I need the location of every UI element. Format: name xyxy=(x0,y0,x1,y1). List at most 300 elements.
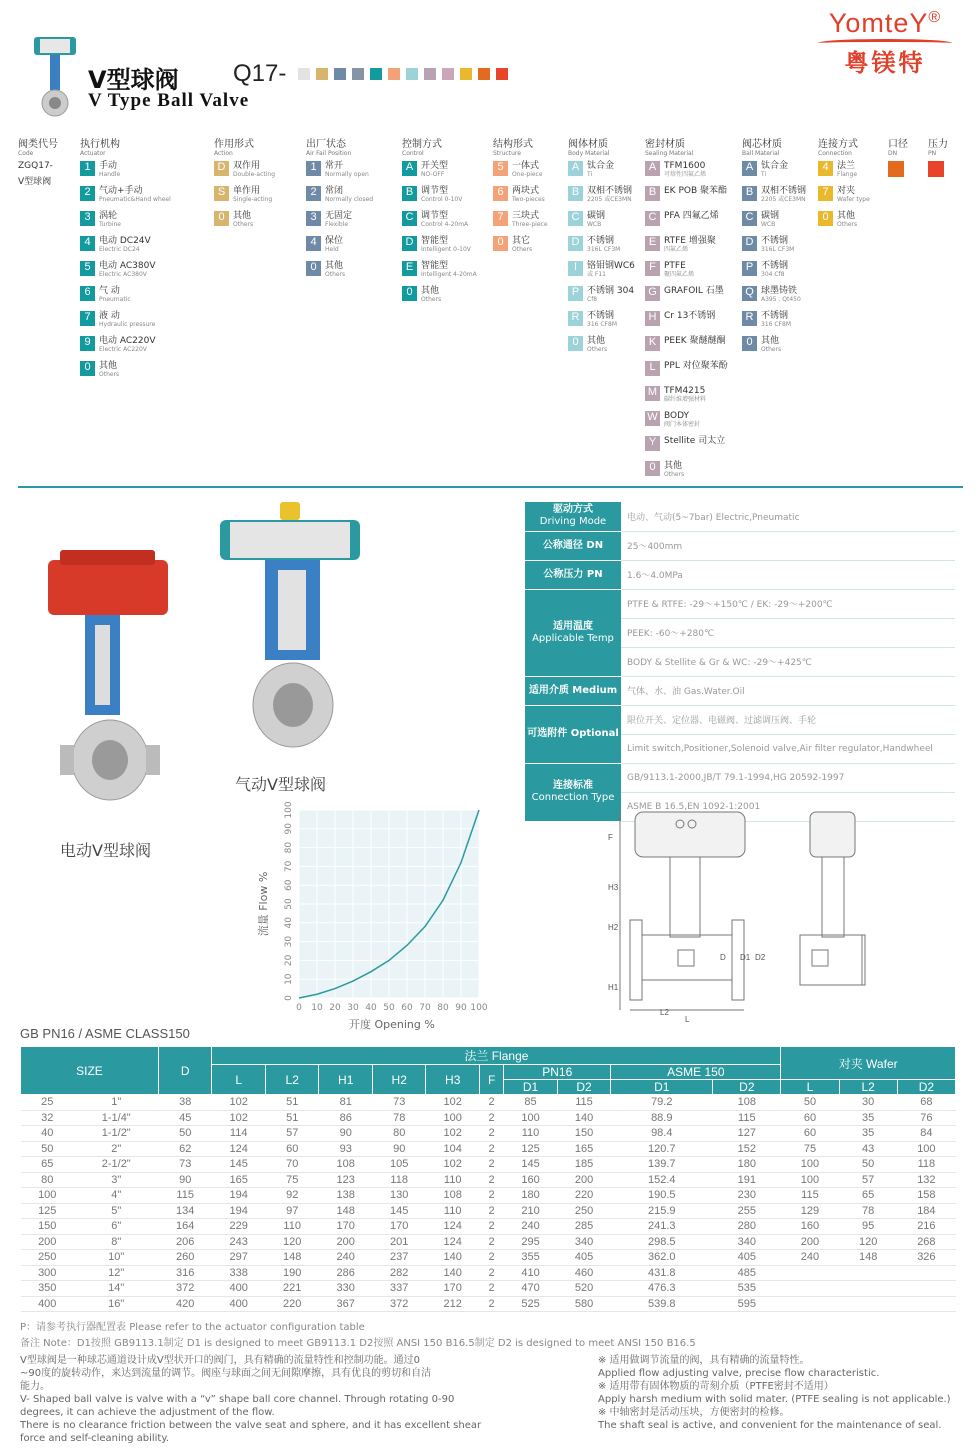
table-cell: 2-1/2" xyxy=(74,1157,158,1173)
code-option-label: RTFE 增强聚 xyxy=(664,236,716,246)
table-row xyxy=(21,1234,956,1250)
code-option-key: 6 xyxy=(493,186,508,201)
code-option xyxy=(645,286,728,307)
registered-mark: ® xyxy=(928,9,942,26)
table-row xyxy=(21,1281,956,1297)
table-cell: 3" xyxy=(74,1172,158,1188)
table-cell: 38 xyxy=(158,1095,212,1111)
table-cell: 75 xyxy=(265,1172,319,1188)
table-cell xyxy=(897,1265,955,1281)
code-option-label: 调节型 xyxy=(421,186,449,196)
code-option xyxy=(742,261,806,282)
table-cell: 140 xyxy=(426,1265,480,1281)
code-option xyxy=(645,261,728,282)
code-option-text xyxy=(761,311,791,328)
code-option-text xyxy=(664,411,700,428)
th-h1: H1 xyxy=(319,1065,373,1095)
table-cell: 118 xyxy=(372,1172,426,1188)
code-column xyxy=(402,135,477,307)
chart-ytick-label: 50 xyxy=(284,898,294,910)
description-line: The shaft seal is active, and convenient for the maintenance of seal. xyxy=(598,1420,942,1431)
code-option-sublabel: Pneumatic xyxy=(99,296,131,303)
code-option-key: 4 xyxy=(306,236,321,251)
code-option-label: PFA 四氟乙烯 xyxy=(664,211,719,221)
spec-key-cn: 公称压力 PN xyxy=(543,568,603,580)
th-wafer-d2: D2 xyxy=(897,1080,955,1095)
code-option-label: 不锈钢 xyxy=(761,261,789,271)
code-option xyxy=(214,186,275,207)
description-line: force and self-cleaning ability. xyxy=(20,1433,170,1444)
code-option-label: 不锈钢 xyxy=(587,311,615,321)
code-option-text xyxy=(664,361,728,371)
table-cell: 215.9 xyxy=(611,1203,713,1219)
code-column-title: 执行机构 xyxy=(80,139,120,150)
code-column-subtitle: DN xyxy=(888,150,898,157)
code-column-header xyxy=(306,135,373,157)
code-option-sublabel: Three-piece xyxy=(512,221,548,228)
table-cell: 57 xyxy=(839,1172,897,1188)
code-option-sublabel: 四氟乙烯 xyxy=(664,246,689,253)
code-option-sublabel: Hydraulic pressure xyxy=(99,321,156,328)
table-cell xyxy=(781,1296,839,1312)
code-option-label: 保位 xyxy=(325,236,344,246)
chart-xtick-label: 70 xyxy=(419,1003,431,1013)
table-cell: 2 xyxy=(479,1265,503,1281)
code-option-sublabel: Intelligent 0-10V xyxy=(421,246,471,253)
table-cell: 124 xyxy=(212,1141,266,1157)
th-f: F xyxy=(479,1065,503,1095)
code-option-text xyxy=(325,211,352,228)
code-option xyxy=(402,286,477,307)
code-option-label: TFM1600 xyxy=(664,161,706,171)
table-cell: 2 xyxy=(479,1219,503,1235)
code-option xyxy=(306,186,373,207)
code-option xyxy=(493,211,548,232)
code-option-label: 双相不锈钢 xyxy=(587,186,633,196)
code-option-key: I xyxy=(568,261,583,276)
code-column-subtitle: Action xyxy=(214,150,233,157)
spec-value: GB/9113.1-2000,JB/T 79.1-1994,HG 20592-1997 xyxy=(621,763,955,792)
code-option-key: R xyxy=(742,311,757,326)
table-cell: 229 xyxy=(212,1219,266,1235)
code-option-label: BODY xyxy=(664,411,690,421)
code-option-text xyxy=(512,236,532,253)
spec-key xyxy=(525,531,621,560)
color-swatch xyxy=(406,68,418,80)
table-cell: 45 xyxy=(158,1110,212,1126)
code-option-label: 智能型 xyxy=(421,236,449,246)
table-cell: 124 xyxy=(426,1219,480,1235)
code-column-title: 连接方式 xyxy=(818,139,858,150)
code-option-key: M xyxy=(645,386,660,401)
table-cell: 164 xyxy=(158,1219,212,1235)
code-option-key: A xyxy=(402,161,417,176)
table-cell: 240 xyxy=(781,1250,839,1266)
code-option xyxy=(568,161,635,182)
table-cell: 12" xyxy=(74,1265,158,1281)
code-option-text xyxy=(761,261,788,278)
chart-xtick-label: 80 xyxy=(437,1003,449,1013)
spec-key-cn: 驱动方式 xyxy=(553,504,593,516)
code-option-text xyxy=(325,261,345,278)
table-cell: 2 xyxy=(479,1281,503,1297)
table-row xyxy=(21,1126,956,1142)
code-column xyxy=(928,135,948,182)
table-cell: 102 xyxy=(426,1095,480,1111)
code-column-title: 阀体材质 xyxy=(568,139,608,150)
table-cell: 221 xyxy=(265,1281,319,1297)
code-option xyxy=(80,336,171,357)
code-option-key: Y xyxy=(645,436,660,451)
table-cell: 70 xyxy=(265,1157,319,1173)
page-title-en: V Type Ball Valve xyxy=(88,90,250,111)
description-line: degrees, it can achieve the adjustment of the flow. xyxy=(20,1407,275,1418)
table-cell: 148 xyxy=(319,1203,373,1219)
code-option xyxy=(80,361,171,382)
dim-label-d1: D1 xyxy=(740,953,751,962)
code-option-text xyxy=(587,186,632,203)
code-option-label: PPL 对位聚苯酚 xyxy=(664,361,728,371)
code-option-text xyxy=(837,211,857,228)
table-cell: 145 xyxy=(372,1203,426,1219)
code-option xyxy=(80,211,171,232)
table-cell: 2 xyxy=(479,1095,503,1111)
table-cell: 194 xyxy=(212,1203,266,1219)
table-cell: 130 xyxy=(372,1188,426,1204)
code-option-label: 调节型 xyxy=(421,211,449,221)
table-row xyxy=(21,1250,956,1266)
table-cell: 460 xyxy=(557,1265,611,1281)
description-right xyxy=(598,1354,960,1432)
code-option-text xyxy=(761,286,801,303)
code-option-key: W xyxy=(645,411,660,426)
table-cell: 6" xyxy=(74,1219,158,1235)
code-option-text xyxy=(99,361,119,378)
code-column xyxy=(818,135,870,232)
code-option-label: 一体式 xyxy=(512,161,540,171)
code-option-sublabel: Others xyxy=(512,246,533,253)
spec-value: 电动、气动(5~7bar) Electric,Pneumatic xyxy=(621,502,955,531)
code-option-label: ZGQ17- xyxy=(18,161,53,171)
code-option-sublabel: Normally open xyxy=(325,171,369,178)
table-cell: 485 xyxy=(713,1265,781,1281)
code-column-header xyxy=(888,135,908,157)
code-option-sublabel: Others xyxy=(761,346,782,353)
code-option-key: 7 xyxy=(493,211,508,226)
table-cell: 43 xyxy=(839,1141,897,1157)
code-option-text xyxy=(664,436,725,446)
table-cell: 160 xyxy=(504,1172,558,1188)
table-cell: 298.5 xyxy=(611,1234,713,1250)
spec-key-cn: 可选附件 Optional xyxy=(527,728,619,739)
code-column xyxy=(742,135,806,357)
note-actuator: P：请参考执行器配置表 Please refer to the actuator configuration table xyxy=(20,1322,365,1333)
dim-label-d: D xyxy=(720,953,726,962)
th-size: SIZE xyxy=(21,1047,159,1095)
table-cell: 10" xyxy=(74,1250,158,1266)
code-option xyxy=(568,186,635,207)
code-column-title: 出厂状态 xyxy=(306,139,346,150)
table-cell: 286 xyxy=(319,1265,373,1281)
table-cell: 340 xyxy=(713,1234,781,1250)
table-cell: 50 xyxy=(21,1141,75,1157)
code-option-label: 电动 AC220V xyxy=(99,336,156,346)
table-cell: 132 xyxy=(897,1172,955,1188)
code-option-text xyxy=(99,311,155,328)
code-column-subtitle: Structure xyxy=(493,150,521,157)
table-cell: 78 xyxy=(372,1110,426,1126)
table-cell: 85 xyxy=(504,1095,558,1111)
table-cell: 80 xyxy=(372,1126,426,1142)
dim-label-d2: D2 xyxy=(755,953,766,962)
code-option-label: 不锈钢 xyxy=(587,236,615,246)
table-cell: 405 xyxy=(713,1250,781,1266)
th-d: D xyxy=(158,1047,212,1095)
table-cell: 90 xyxy=(372,1141,426,1157)
code-option-sublabel: 316L CF3M xyxy=(587,246,621,253)
dim-label-h3: H3 xyxy=(608,883,619,892)
code-option xyxy=(80,186,171,207)
th-pn16-d1: D1 xyxy=(504,1080,558,1095)
code-option-key: G xyxy=(645,286,660,301)
code-option-text xyxy=(421,261,477,278)
code-option-label: 常闭 xyxy=(325,186,344,196)
code-option-text xyxy=(233,161,275,178)
spec-value: 气体、水、油 Gas.Water.Oil xyxy=(621,676,955,705)
code-option-text xyxy=(325,161,369,178)
code-option-text xyxy=(99,286,131,303)
note-remark: 备注 Note：D1按照 GB9113.1制定 D1 is designed to meet GB9113.1 D2按照 ANSI 150 B16.5制定 D2 is designed to meet ANSI 150 B16.5 xyxy=(20,1338,696,1349)
description-line: ~90度的旋转动作，来达到流量的调节。阀座与球面之间无间隙摩擦，具有优良的剪切和自洁 xyxy=(20,1368,432,1379)
code-option-key: 0 xyxy=(742,336,757,351)
table-cell: 525 xyxy=(504,1296,558,1312)
table-cell: 190.5 xyxy=(611,1188,713,1204)
table-cell: 2 xyxy=(479,1203,503,1219)
spec-value: 1.6～4.0MPa xyxy=(621,560,955,589)
color-swatch xyxy=(316,68,328,80)
code-option-sublabel: Single-acting xyxy=(233,196,273,203)
color-swatch xyxy=(370,68,382,80)
spec-key xyxy=(525,589,621,676)
code-option-sublabel: Others xyxy=(587,346,608,353)
table-cell: 65 xyxy=(839,1188,897,1204)
table-cell: 250 xyxy=(557,1203,611,1219)
code-column-title: 压力 xyxy=(928,139,948,150)
table-cell: 372 xyxy=(372,1296,426,1312)
code-option-text xyxy=(761,236,794,253)
code-option xyxy=(742,211,806,232)
table-cell: 100 xyxy=(781,1172,839,1188)
table-cell: 14" xyxy=(74,1281,158,1297)
code-option-sublabel: Intelligent 4-20mA xyxy=(421,271,477,278)
table-cell: 220 xyxy=(265,1296,319,1312)
table-cell: 124 xyxy=(426,1234,480,1250)
code-option-sublabel: Flexible xyxy=(325,221,349,228)
code-option-label: 三块式 xyxy=(512,211,540,221)
code-option-key: 1 xyxy=(306,161,321,176)
code-option xyxy=(645,186,728,207)
code-option-key: A xyxy=(645,161,660,176)
code-option-sublabel: Turbine xyxy=(99,221,121,228)
code-option-sublabel: Others xyxy=(233,221,254,228)
code-swatch xyxy=(928,161,944,177)
color-swatch xyxy=(442,68,454,80)
code-option-key: A xyxy=(742,161,757,176)
code-option-text xyxy=(587,211,605,228)
code-option-label: 碳钢 xyxy=(587,211,606,221)
description-line: ※ 适用带有固体物质的苛刻介质（PTFE密封不适用） xyxy=(598,1381,834,1392)
section-divider xyxy=(18,486,963,488)
code-option-sublabel: Held xyxy=(325,246,339,253)
color-swatch xyxy=(424,68,436,80)
code-option xyxy=(568,286,635,307)
table-cell: 120 xyxy=(839,1234,897,1250)
valve-thumbnail-icon xyxy=(30,35,80,120)
table-cell: 400 xyxy=(21,1296,75,1312)
code-option-text xyxy=(512,211,548,228)
table-cell: 1-1/2" xyxy=(74,1126,158,1142)
code-option-text xyxy=(664,186,727,196)
table-cell: 2 xyxy=(479,1110,503,1126)
code-column-title: 阀芯材质 xyxy=(742,139,782,150)
model-prefix: Q17- xyxy=(233,60,287,87)
code-option-key: P xyxy=(742,261,757,276)
table-cell: 40 xyxy=(21,1126,75,1142)
dim-label-h2: H2 xyxy=(608,923,619,932)
spec-key xyxy=(525,502,621,531)
table-cell: 80 xyxy=(21,1172,75,1188)
table-cell: 200 xyxy=(781,1234,839,1250)
code-option-label: 不锈钢 xyxy=(761,311,789,321)
table-cell: 104 xyxy=(426,1141,480,1157)
th-pn16: PN16 xyxy=(504,1065,611,1080)
table-cell: 57 xyxy=(265,1126,319,1142)
code-option xyxy=(18,177,58,189)
table-cell: 338 xyxy=(212,1265,266,1281)
table-cell: 76 xyxy=(897,1110,955,1126)
table-row xyxy=(21,1095,956,1111)
table-cell: 2 xyxy=(479,1188,503,1204)
dim-label-h1: H1 xyxy=(608,983,619,992)
th-flange: 法兰 Flange xyxy=(212,1047,781,1065)
code-option-key: 2 xyxy=(306,186,321,201)
code-column-header xyxy=(742,135,806,157)
table-cell: 98.4 xyxy=(611,1126,713,1142)
code-column xyxy=(306,135,373,282)
code-option-label: 铬钼钢WC6 xyxy=(587,261,635,271)
code-option-text xyxy=(421,286,441,303)
table-cell: 51 xyxy=(265,1110,319,1126)
code-option-key: C xyxy=(645,211,660,226)
code-option-text xyxy=(664,236,716,253)
code-option-label: 涡轮 xyxy=(99,211,118,221)
table-cell: 200 xyxy=(21,1234,75,1250)
table-cell: 115 xyxy=(713,1110,781,1126)
code-option xyxy=(568,311,635,332)
code-option xyxy=(80,161,171,182)
color-swatch xyxy=(334,68,346,80)
table-cell: 78 xyxy=(839,1203,897,1219)
code-option-label: 双作用 xyxy=(233,161,261,171)
table-cell: 100 xyxy=(426,1110,480,1126)
description-line: There is no clearance friction between the valve seat and sphere, and it has excellent shear xyxy=(20,1420,482,1431)
code-option xyxy=(742,186,806,207)
code-option-key: 0 xyxy=(493,236,508,251)
code-option-text xyxy=(761,186,806,203)
table-cell: 420 xyxy=(158,1296,212,1312)
table-cell: 5" xyxy=(74,1203,158,1219)
code-option-sublabel: Others xyxy=(99,371,120,378)
code-option-text xyxy=(99,211,121,228)
table-cell: 30 xyxy=(839,1095,897,1111)
table-cell: 32 xyxy=(21,1110,75,1126)
description-line: V- Shaped ball valve is valve with a “v” shape ball core channel. Through rotating 0-90 xyxy=(20,1394,455,1405)
table-cell: 170 xyxy=(319,1219,373,1235)
code-option-sublabel: Ti xyxy=(761,171,767,178)
code-option-text xyxy=(99,186,171,203)
code-option-sublabel: A395 . Qt450 xyxy=(761,296,801,303)
table-cell: 220 xyxy=(557,1188,611,1204)
table-cell: 410 xyxy=(504,1265,558,1281)
code-option xyxy=(306,261,373,282)
code-column-subtitle: Actuator xyxy=(80,150,106,157)
chart-ytick-label: 20 xyxy=(284,954,294,967)
code-column-header xyxy=(493,135,548,157)
code-option-label: 其它 xyxy=(512,236,531,246)
table-cell: 372 xyxy=(158,1281,212,1297)
code-option xyxy=(645,386,728,407)
table-cell xyxy=(781,1281,839,1297)
code-option-sublabel: 2205 或CE3MN xyxy=(761,196,806,203)
table-cell: 4" xyxy=(74,1188,158,1204)
code-option-sublabel: Others xyxy=(664,471,685,478)
description-line: Applied flow adjusting valve, precise flow characteristic. xyxy=(598,1368,880,1379)
table-cell: 300 xyxy=(21,1265,75,1281)
code-option-key: S xyxy=(214,186,229,201)
table-cell: 330 xyxy=(319,1281,373,1297)
table-cell: 110 xyxy=(426,1203,480,1219)
code-option-key: P xyxy=(568,286,583,301)
code-column-title: 结构形式 xyxy=(493,139,533,150)
spec-key-cn: 适用温度 xyxy=(553,620,593,632)
code-column-title: 控制方式 xyxy=(402,139,442,150)
code-option-sublabel: 2205 或CE3MN xyxy=(587,196,632,203)
table-cell: 282 xyxy=(372,1265,426,1281)
chart-ylabel: 流量 Flow % xyxy=(257,871,270,937)
code-option xyxy=(306,161,373,182)
table-cell: 400 xyxy=(212,1296,266,1312)
table-cell: 95 xyxy=(839,1219,897,1235)
th-asme-d1: D1 xyxy=(611,1080,713,1095)
table-cell: 60 xyxy=(781,1110,839,1126)
th-wafer-l2: L2 xyxy=(839,1080,897,1095)
code-option xyxy=(306,236,373,257)
chart-xtick-label: 90 xyxy=(455,1003,467,1013)
table-cell: 108 xyxy=(426,1188,480,1204)
spec-key-cn: 连接标准 xyxy=(553,780,593,791)
table-cell: 110 xyxy=(265,1219,319,1235)
table-cell: 115 xyxy=(557,1095,611,1111)
table-cell: 180 xyxy=(504,1188,558,1204)
code-option xyxy=(80,286,171,307)
code-option-text xyxy=(664,261,694,278)
code-option-label: 单作用 xyxy=(233,186,261,196)
code-option-key: E xyxy=(645,236,660,251)
table-cell: 216 xyxy=(897,1219,955,1235)
code-option-sublabel: 碳纤维增强材料 xyxy=(664,396,707,403)
spec-key-en: Driving Mode xyxy=(539,516,607,528)
chart-xtick-label: 30 xyxy=(347,1003,359,1013)
